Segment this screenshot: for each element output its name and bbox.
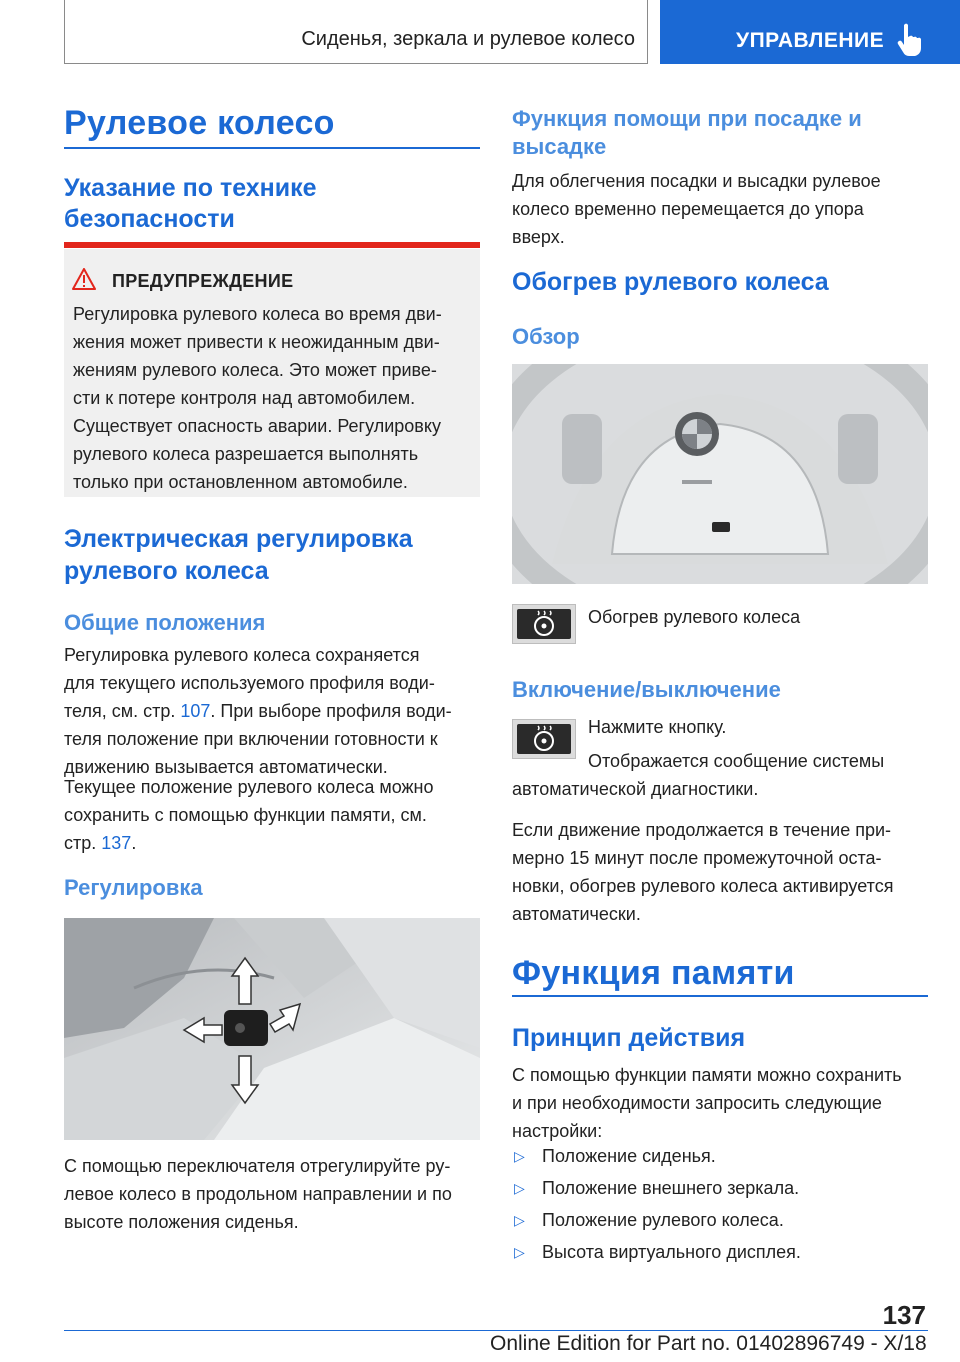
warning-text: [73, 300, 479, 496]
warning-line: Существует опасность аварии. Регулировку: [73, 416, 441, 436]
general-text: [64, 641, 480, 781]
hand-pointer-icon: [896, 22, 926, 56]
header-section-box: [64, 0, 648, 64]
general-line-with-link: теля, см. стр. 107. При выборе профиля води-: [64, 701, 452, 721]
auto-line: новки, обогрев рулевого колеса активируется: [512, 876, 894, 896]
memory-divider: [512, 995, 928, 997]
adjust-heading: Регулировка: [64, 875, 203, 900]
overview-heading: Обзор: [512, 324, 580, 349]
auto-line: Если движение продолжается в течение при-: [512, 820, 892, 840]
bullet-triangle-icon: ▷: [514, 1244, 525, 1260]
adjust-caption-line: С помощью переключателя отрегулируйте ру-: [64, 1156, 451, 1176]
assist-line: Для облегчения посадки и высадки рулевое: [512, 171, 881, 191]
bullet-triangle-icon: ▷: [514, 1212, 525, 1228]
warning-divider: [64, 242, 480, 248]
warning-line: жения может привести к неожиданным дви-: [73, 332, 440, 352]
general-line: теля положение при включении готовности к: [64, 729, 438, 749]
safety-heading-line1: Указание по технике: [64, 174, 317, 202]
auto-line: мерно 15 минут после промежуточной оста-: [512, 848, 882, 868]
general-line: движению вызывается автоматически.: [64, 757, 388, 777]
principle-line: С помощью функции памяти можно сохранить: [512, 1065, 902, 1085]
heating-button-label: Обогрев рулевого колеса: [588, 607, 801, 627]
warning-line: жениям рулевого колеса. Это может приве-: [73, 360, 437, 380]
adjust-switch-image: [64, 918, 480, 1140]
heating-button-icon: [512, 604, 576, 644]
warning-line: сти к потере контроля над автомобилем.: [73, 388, 416, 408]
header-chapter-tab[interactable]: [660, 0, 960, 64]
adjust-caption: [64, 1152, 480, 1236]
message-line2: автоматической диагностики.: [512, 779, 759, 799]
memory-note-text: [64, 773, 480, 857]
electric-heading-line2: рулевого колеса: [64, 557, 269, 585]
assist-text: [512, 167, 928, 251]
principle-text: [512, 1061, 928, 1145]
press-button-text: Нажмите кнопку.: [588, 717, 727, 737]
header-section-title: Сиденья, зеркала и рулевое колесо: [301, 28, 635, 50]
header-chapter-title: УПРАВЛЕНИЕ: [736, 29, 885, 52]
memory-line: сохранить с помощью функции памяти, см.: [64, 805, 427, 825]
assist-heading-line2: высадке: [512, 134, 607, 159]
title-divider: [64, 147, 480, 149]
principle-line: настройки:: [512, 1121, 603, 1141]
adjust-caption-line: левое колесо в продольном направлении и по: [64, 1184, 452, 1204]
warning-line: только при остановленном автомобиле.: [73, 472, 408, 492]
bullet-triangle-icon: ▷: [514, 1148, 525, 1164]
assist-heading-line1: Функция помощи при посадке и: [512, 106, 862, 131]
memory-line: Текущее положение рулевого колеса можно: [64, 777, 434, 797]
auto-activation-text: [512, 816, 928, 928]
memory-line-with-link: стр. 137.: [64, 833, 137, 853]
page-link-137[interactable]: 137: [101, 833, 132, 853]
safety-heading-line2: безопасности: [64, 205, 235, 233]
heating-button-icon: [512, 719, 576, 759]
edition-footer: Online Edition for Part no. 01402896749 - X/18: [490, 1332, 927, 1355]
general-line: Регулировка рулевого колеса сохраняется: [64, 645, 420, 665]
onoff-heading: Включение/выключение: [512, 677, 781, 702]
general-line: для текущего используемого профиля води-: [64, 673, 435, 693]
general-heading: Общие положения: [64, 610, 266, 635]
page-number: 137: [882, 1300, 926, 1330]
message-line1: Отображается сообщение системы: [588, 751, 885, 771]
principle-heading: Принцип действия: [512, 1024, 746, 1052]
page-link-107[interactable]: 107: [180, 701, 211, 721]
auto-line: автоматически.: [512, 904, 641, 924]
electric-heading-line1: Электрическая регулировка: [64, 525, 413, 553]
warning-triangle-icon: [72, 268, 96, 290]
footer-divider: [64, 1330, 928, 1331]
steering-wheel-image: [512, 364, 928, 584]
heating-heading: Обогрев рулевого колеса: [512, 268, 829, 296]
assist-line: вверх.: [512, 227, 565, 247]
principle-line: и при необходимости запросить следующие: [512, 1093, 882, 1113]
page-title: Рулевое колесо: [64, 104, 335, 142]
bullet-triangle-icon: ▷: [514, 1180, 525, 1196]
memory-title: Функция памяти: [512, 954, 795, 992]
assist-line: колесо временно перемещается до упора: [512, 199, 864, 219]
warning-line: рулевого колеса разрешается выполнять: [73, 444, 419, 464]
warning-line: Регулировка рулевого колеса во время дви-: [73, 304, 442, 324]
warning-title: ПРЕДУПРЕЖДЕНИЕ: [112, 271, 294, 291]
adjust-caption-line: высоте положения сиденья.: [64, 1212, 299, 1232]
